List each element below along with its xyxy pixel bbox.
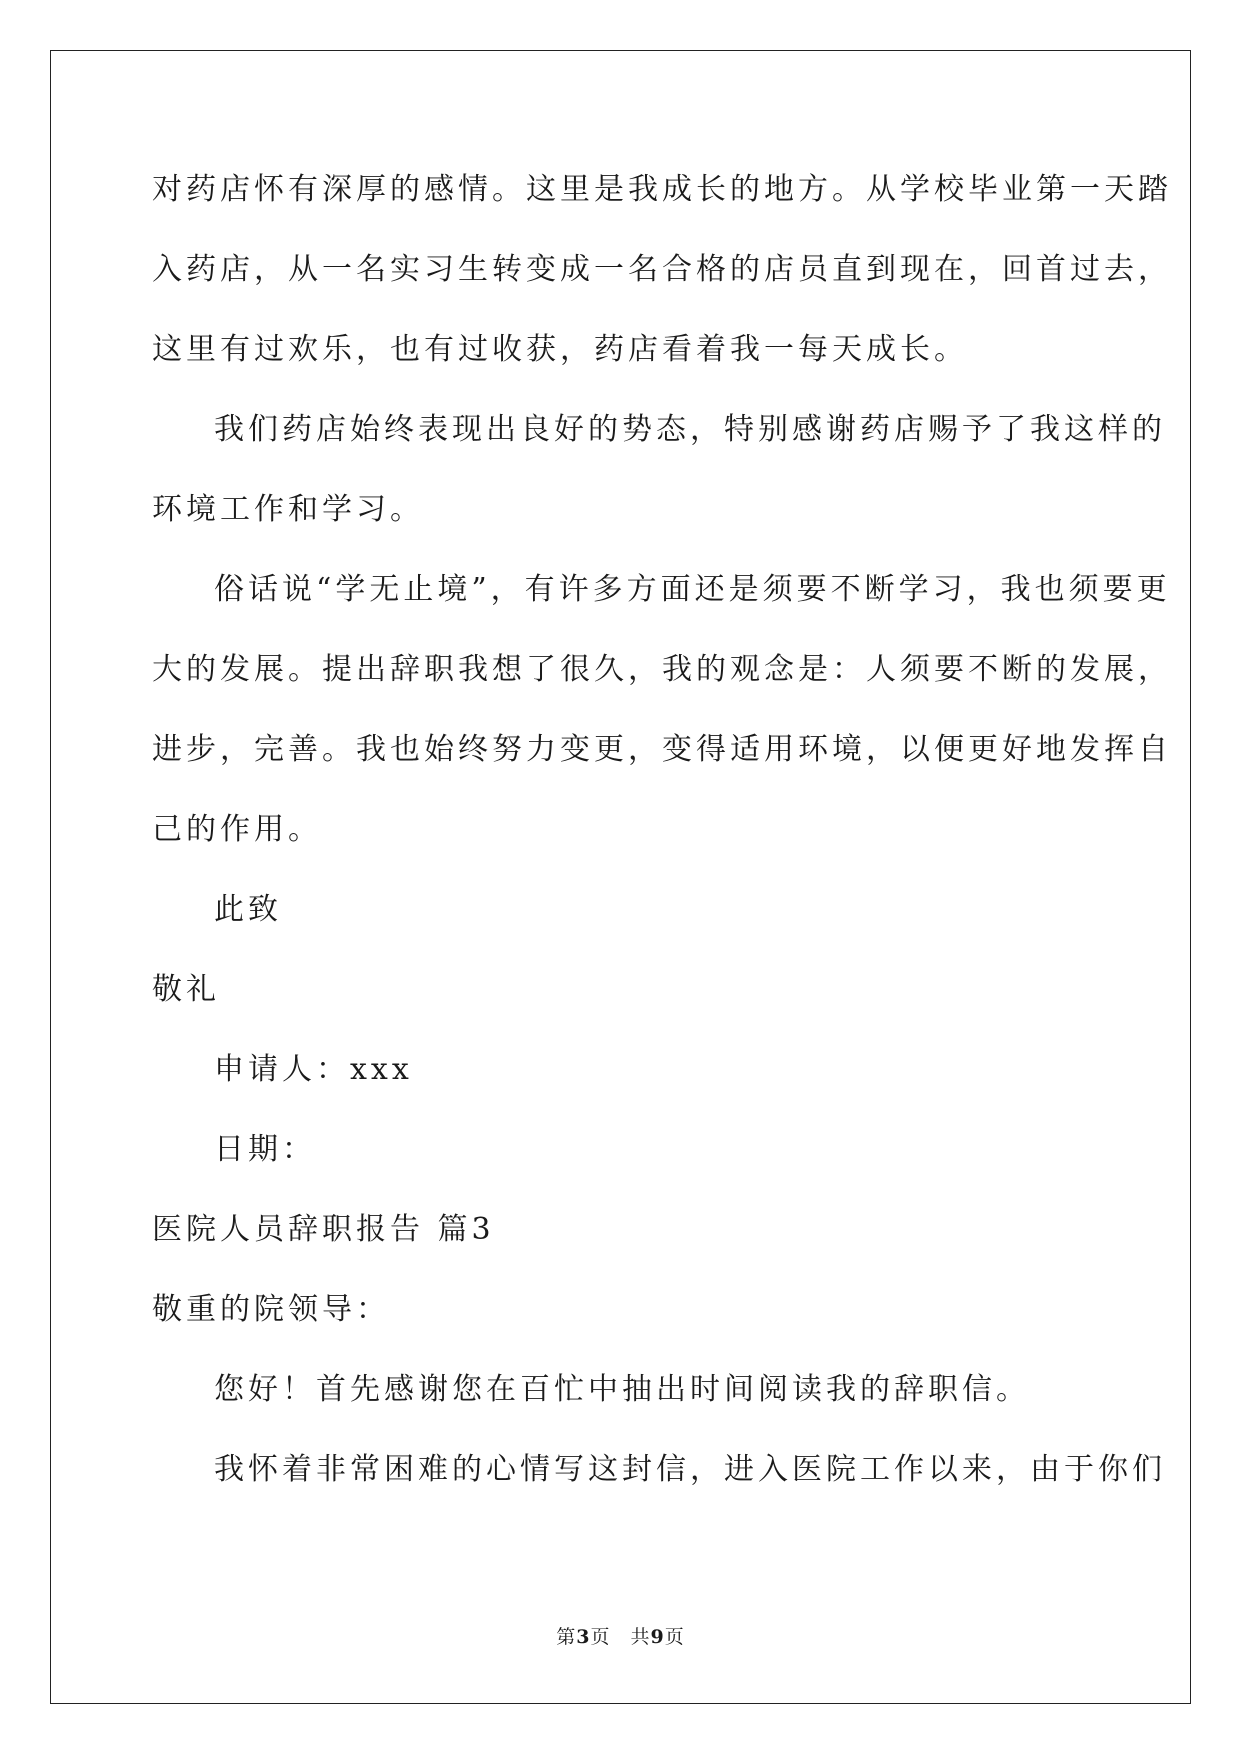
- applicant-line: 申请人：xxx: [214, 1052, 413, 1087]
- section-title: 医院人员辞职报告 篇3: [152, 1212, 495, 1247]
- paragraph-line: 我们药店始终表现出良好的势态，特别感谢药店赐予了我这样的: [214, 412, 1166, 447]
- paragraph-line: 进步，完善。我也始终努力变更，变得适用环境，以便更好地发挥自: [152, 732, 1172, 767]
- page-label-suffix: 页: [664, 1626, 685, 1648]
- paragraph-line: 我怀着非常困难的心情写这封信，进入医院工作以来，由于你们: [214, 1452, 1166, 1487]
- closing-line: 此致: [214, 892, 282, 927]
- paragraph-line: 俗话说“学无止境”，有许多方面还是须要不断学习，我也须要更: [214, 572, 1171, 607]
- paragraph-line: 这里有过欢乐，也有过收获，药店看着我一每天成长。: [152, 332, 968, 367]
- paragraph-line: 入药店，从一名实习生转变成一名合格的店员直到现在，回首过去，: [152, 252, 1172, 287]
- paragraph-line: 己的作用。: [152, 812, 322, 847]
- paragraph-line: 您好！首先感谢您在百忙中抽出时间阅读我的辞职信。: [214, 1372, 1030, 1407]
- greeting-line: 敬重的院领导：: [152, 1292, 390, 1327]
- paragraph-line: 对药店怀有深厚的感情。这里是我成长的地方。从学校毕业第一天踏: [152, 172, 1172, 207]
- paragraph-line: 环境工作和学习。: [152, 492, 424, 527]
- page-label-prefix: 第: [556, 1626, 577, 1648]
- salutation-line: 敬礼: [152, 972, 220, 1007]
- total-pages-number: 9: [650, 1626, 665, 1648]
- date-line: 日期：: [214, 1132, 316, 1167]
- paragraph-line: 大的发展。提出辞职我想了很久，我的观念是：人须要不断的发展，: [152, 652, 1172, 687]
- current-page-number: 3: [576, 1626, 591, 1648]
- page-footer: [0, 1625, 1241, 1649]
- page-label-mid: 页 共: [590, 1626, 651, 1648]
